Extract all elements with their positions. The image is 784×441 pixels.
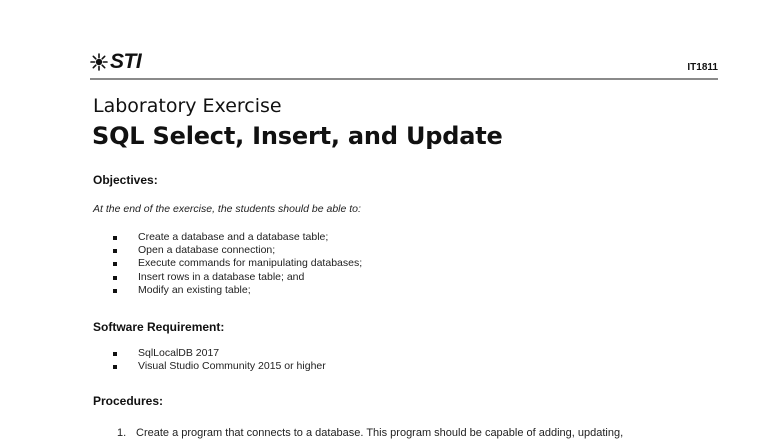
document-code: IT1811 <box>687 62 718 73</box>
procedure-text: Create a program that connects to a database. This program should be capable of adding, updating, <box>136 427 624 439</box>
list-item: Execute commands for manipulating databases; <box>113 257 362 270</box>
list-item: Insert rows in a database table; and <box>113 271 362 284</box>
bullet-icon <box>113 262 117 266</box>
objectives-heading: Objectives: <box>93 173 158 187</box>
software-requirement-heading: Software Requirement: <box>93 320 225 334</box>
software-list <box>113 347 326 373</box>
list-item: Modify an existing table; <box>113 284 362 297</box>
bullet-icon <box>113 365 117 369</box>
bullet-icon <box>113 289 117 293</box>
document-kind: Laboratory Exercise <box>93 95 282 117</box>
list-item: SqlLocalDB 2017 <box>113 347 326 360</box>
procedures-heading: Procedures: <box>93 394 164 408</box>
list-item: Open a database connection; <box>113 244 362 257</box>
header-divider <box>90 78 718 80</box>
list-item <box>117 426 623 440</box>
list-item: Create a database and a database table; <box>113 231 362 244</box>
list-item: Visual Studio Community 2015 or higher <box>113 360 326 373</box>
bullet-icon <box>113 276 117 280</box>
procedure-number: 1. <box>117 427 127 439</box>
page-header <box>90 48 718 80</box>
bullet-icon <box>113 249 117 253</box>
sti-logo-icon <box>90 53 108 71</box>
logo-text: STI <box>110 50 142 73</box>
objectives-intro: At the end of the exercise, the students should be able to: <box>93 203 361 215</box>
bullet-icon <box>113 352 117 356</box>
procedures-list <box>117 426 623 440</box>
objectives-list <box>113 231 362 297</box>
sti-logo <box>90 48 141 76</box>
document-title: SQL Select, Insert, and Update <box>92 122 503 150</box>
bullet-icon <box>113 236 117 240</box>
